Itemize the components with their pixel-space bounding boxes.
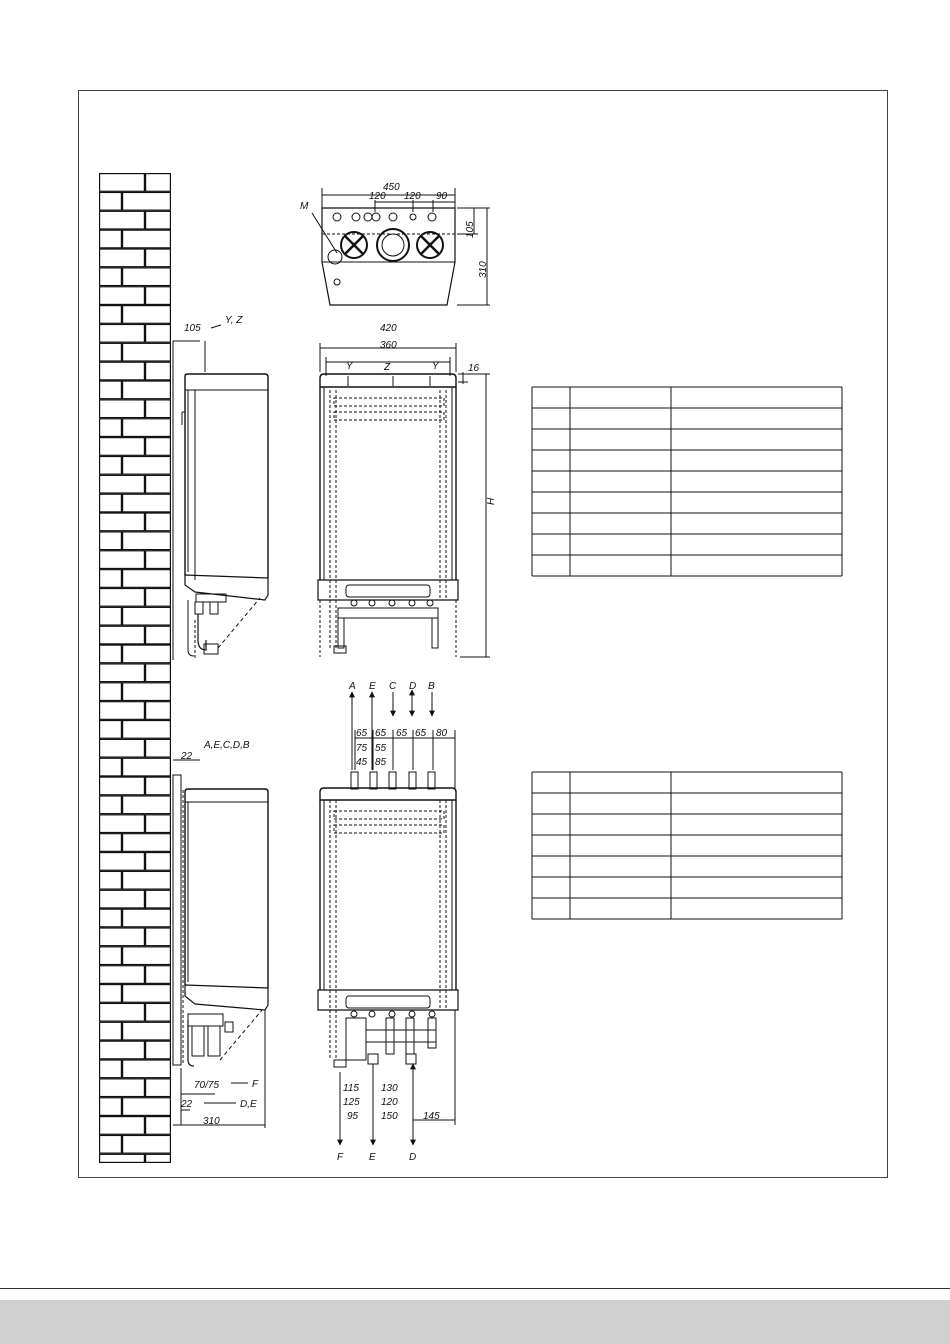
dim-top-width: 450 <box>383 182 400 193</box>
brick <box>100 362 145 380</box>
brick <box>100 626 145 644</box>
label-bot-d: D <box>409 1152 417 1163</box>
dim-top-spacing-2: 120 <box>404 191 421 202</box>
dim-depth-bottom: 310 <box>203 1116 220 1127</box>
label-conn: A,E,C,D,B <box>204 740 250 751</box>
footer-rule <box>0 1288 950 1289</box>
dim-bot-col2-b: 120 <box>381 1097 398 1108</box>
brick <box>123 570 171 588</box>
brick <box>123 947 171 965</box>
brick <box>100 985 122 1003</box>
label-d: D <box>409 681 417 692</box>
label-bot-e: E <box>369 1152 376 1163</box>
top-view <box>312 188 490 305</box>
brick <box>100 513 145 531</box>
brick <box>100 287 145 305</box>
brick <box>100 834 122 852</box>
brick <box>100 570 122 588</box>
brick <box>123 1098 171 1116</box>
brick <box>100 815 145 833</box>
brick <box>146 475 171 493</box>
brick <box>146 1079 171 1097</box>
brick <box>100 777 145 795</box>
dim-top-depth-small: 105 <box>465 221 476 238</box>
dim-col4: 65 <box>415 728 427 739</box>
brick <box>146 174 171 192</box>
label-yz: Y, Z <box>225 315 243 326</box>
brick <box>123 871 171 889</box>
brick <box>123 683 171 701</box>
brick <box>100 211 145 229</box>
label-e: E <box>369 681 376 692</box>
dim-de: 22 <box>181 1099 193 1110</box>
dim-front-inner: 360 <box>380 340 397 351</box>
brick <box>123 306 171 324</box>
label-y-right: Y <box>432 361 439 372</box>
brick <box>146 739 171 757</box>
brick <box>123 909 171 927</box>
brick <box>123 494 171 512</box>
brick <box>123 532 171 550</box>
brick <box>100 721 122 739</box>
brick <box>100 475 145 493</box>
dim-f: 70/75 <box>194 1080 220 1091</box>
brick <box>100 249 145 267</box>
brick <box>100 1117 145 1135</box>
dim-top-spacing-3: 90 <box>436 191 448 202</box>
brick <box>123 1060 171 1078</box>
brick <box>100 1079 145 1097</box>
brick <box>146 513 171 531</box>
brick <box>100 381 122 399</box>
brick <box>146 211 171 229</box>
brick <box>100 306 122 324</box>
brick <box>100 494 122 512</box>
brick <box>100 664 145 682</box>
dim-bot-col1-a: 115 <box>343 1083 359 1094</box>
brick <box>100 1135 122 1153</box>
brick <box>100 1003 145 1021</box>
brick <box>146 1041 171 1059</box>
brick <box>123 721 171 739</box>
dim-col2-b: 55 <box>375 743 387 754</box>
brick <box>123 796 171 814</box>
brick <box>146 287 171 305</box>
brick <box>146 777 171 795</box>
brick <box>100 871 122 889</box>
front-view-upper <box>318 343 490 657</box>
brick <box>123 1022 171 1040</box>
label-b: B <box>428 681 435 692</box>
brick <box>100 419 122 437</box>
brick <box>100 400 145 418</box>
brick <box>100 532 122 550</box>
side-view-upper <box>173 325 268 660</box>
brick <box>123 230 171 248</box>
brick <box>123 1135 171 1153</box>
brick <box>146 324 171 342</box>
brick <box>146 853 171 871</box>
brick <box>100 1041 145 1059</box>
dim-conn-offset: 22 <box>181 751 193 762</box>
brick <box>100 607 122 625</box>
brick <box>146 664 171 682</box>
brick <box>146 362 171 380</box>
dim-col2-a: 65 <box>375 728 387 739</box>
front-view-lower <box>318 690 458 1145</box>
brick <box>100 739 145 757</box>
brick <box>123 834 171 852</box>
brick <box>100 645 122 663</box>
brick <box>100 551 145 569</box>
dim-side-offset: 105 <box>184 323 201 334</box>
dim-height: H <box>486 497 497 505</box>
dim-bot-col2-c: 150 <box>381 1111 398 1122</box>
side-view-lower-labels <box>180 740 259 1127</box>
dim-col1-a: 65 <box>356 728 368 739</box>
brick <box>100 230 122 248</box>
brick <box>146 815 171 833</box>
brick <box>100 324 145 342</box>
brick <box>100 683 122 701</box>
brick <box>100 1154 145 1162</box>
brick <box>123 607 171 625</box>
brick <box>100 702 145 720</box>
dim-col1-c: 45 <box>356 757 368 768</box>
dim-top-spacing-1: 120 <box>369 191 386 202</box>
brick <box>146 928 171 946</box>
dim-col3: 65 <box>396 728 408 739</box>
front-view-lower-labels <box>337 681 448 1163</box>
marker-m: M <box>300 201 309 212</box>
label-bot-f: F <box>337 1152 344 1163</box>
brick <box>146 1117 171 1135</box>
brick <box>146 551 171 569</box>
brick <box>100 947 122 965</box>
brick <box>123 343 171 361</box>
brick <box>100 589 145 607</box>
brick <box>123 645 171 663</box>
brick <box>123 985 171 1003</box>
brick <box>100 758 122 776</box>
brick <box>100 174 145 192</box>
brick <box>146 249 171 267</box>
brick <box>146 400 171 418</box>
brick <box>100 966 145 984</box>
label-f-side: F <box>252 1079 259 1090</box>
brick <box>100 457 122 475</box>
brick <box>100 438 145 456</box>
brick <box>146 1003 171 1021</box>
brick <box>100 1098 122 1116</box>
dim-col1-b: 75 <box>356 743 368 754</box>
dim-bot-right: 145 <box>423 1111 440 1122</box>
brick <box>123 457 171 475</box>
brick <box>100 1022 122 1040</box>
brick <box>100 909 122 927</box>
footer-bar <box>0 1300 950 1344</box>
brick <box>146 890 171 908</box>
brick-wall <box>100 174 171 1163</box>
dim-col5: 80 <box>436 728 448 739</box>
dim-top-gap: 16 <box>468 363 480 374</box>
dim-bot-col2-a: 130 <box>381 1083 398 1094</box>
brick <box>146 1154 171 1162</box>
brick <box>100 268 122 286</box>
label-y-left: Y <box>346 361 353 372</box>
brick <box>146 702 171 720</box>
brick <box>100 1060 122 1078</box>
brick <box>146 626 171 644</box>
brick <box>146 966 171 984</box>
brick <box>123 192 171 210</box>
brick <box>100 796 122 814</box>
dim-bot-col1-c: 95 <box>347 1111 359 1122</box>
front-view-upper-labels <box>346 323 497 505</box>
label-c: C <box>389 681 397 692</box>
dim-top-depth: 310 <box>478 261 489 278</box>
dimension-table-1 <box>532 387 842 576</box>
label-de: D,E <box>240 1099 257 1110</box>
brick <box>100 928 145 946</box>
brick <box>100 853 145 871</box>
dimension-table-2 <box>532 772 842 919</box>
side-view-lower <box>173 760 268 1128</box>
brick <box>123 758 171 776</box>
brick <box>123 268 171 286</box>
brick <box>146 438 171 456</box>
dim-bot-col1-b: 125 <box>343 1097 360 1108</box>
brick <box>100 890 145 908</box>
brick <box>123 381 171 399</box>
label-z-center: Z <box>384 362 391 373</box>
label-a: A <box>349 681 356 692</box>
brick <box>100 343 122 361</box>
dim-front-outer: 420 <box>380 323 397 334</box>
brick <box>146 589 171 607</box>
brick <box>123 419 171 437</box>
dim-col2-c: 85 <box>375 757 387 768</box>
brick <box>100 192 122 210</box>
side-view-upper-labels <box>184 315 243 334</box>
